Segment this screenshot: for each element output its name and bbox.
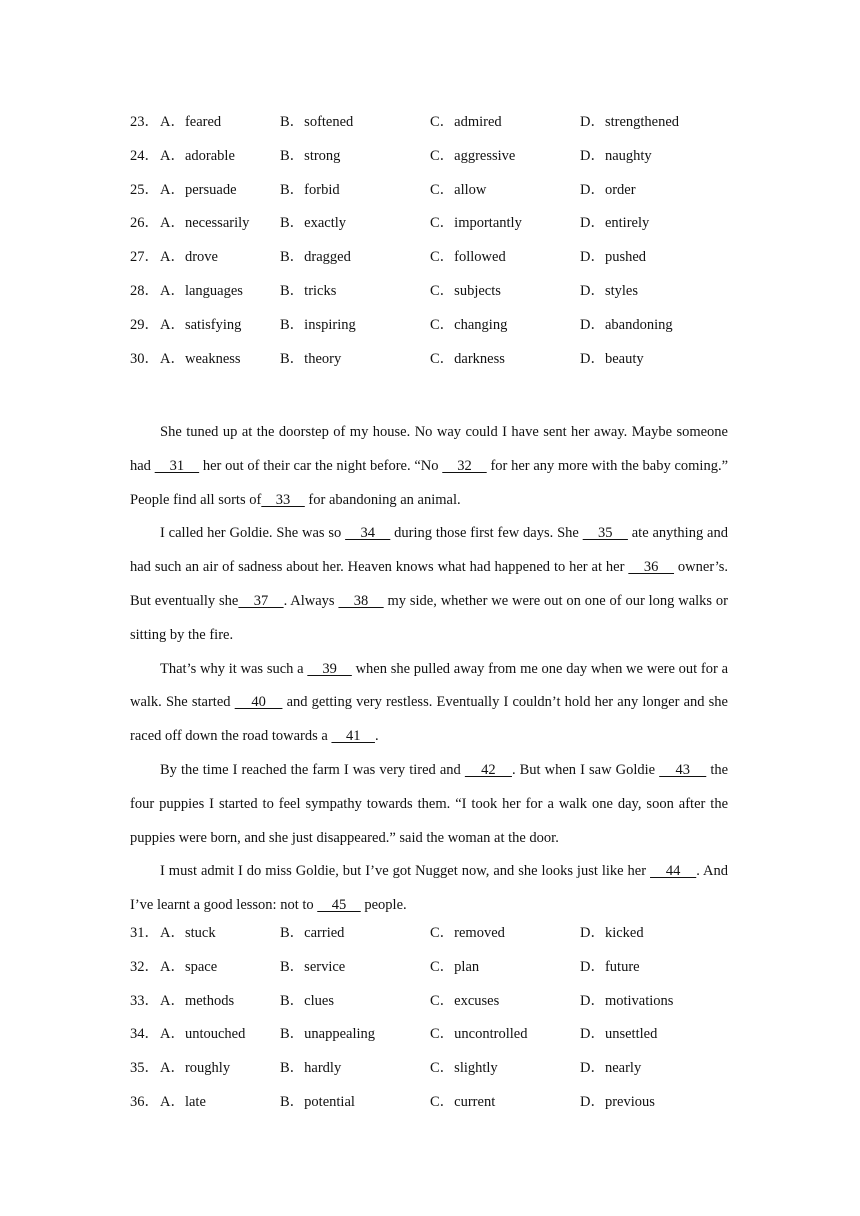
option-d: D．nearly [580,1060,642,1077]
option-b: B．strong [280,147,341,164]
option-c: C．importantly [430,215,522,232]
question-number: 28． [130,282,159,299]
passage-paragraph [130,754,728,855]
option-c: C．plan [430,958,480,975]
blank-39: 39 [307,660,352,677]
passage-text: She tuned up at the doorstep of my house. No way could I have sent her away. Maybe someone had [130,424,728,474]
option-b: B．hardly [280,1060,342,1077]
passage-text: That’s why it was such a [160,660,308,677]
option-c: C．allow [430,181,487,198]
option-c: C．uncontrolled [430,1026,528,1043]
option-d: D．entirely [580,215,650,232]
option-c: C．admired [430,114,502,130]
passage-text: owner’s. But eventually she [130,559,729,609]
option-d: D．abandoning [580,316,673,333]
question-number: 25． [130,181,159,198]
option-c: C．removed [430,925,505,941]
blank-42: 42 [464,761,512,778]
option-b: B．tricks [280,282,337,299]
option-b: B．clues [280,992,334,1009]
option-c: C．followed [430,249,506,266]
option-c: C．slightly [430,1060,498,1077]
option-b: B．theory [280,350,342,367]
passage-text: By the time I reached the farm I was very tired and [160,761,465,778]
passage-text: ate anything and had such an air of sadness about her. Heaven knows what had happened to her at her [130,525,728,576]
option-d: D．strengthened [580,114,680,130]
option-a: A．space [160,958,218,975]
passage-paragraph [130,855,728,923]
passage-text: . But when I saw Goldie [511,761,660,778]
passage-text: during those first few days. She [390,525,583,542]
option-a: A．persuade [160,181,237,198]
passage-text: . And I’ve learnt a good lesson: not to [130,863,729,914]
blank-31: 31 [154,457,200,474]
passage-text: . [374,728,379,745]
option-c: C．subjects [430,282,501,299]
option-a: A．weakness [160,350,241,367]
passage-text: when she pulled away from me one day when we were out for a walk. She started [130,660,729,711]
passage-text: the four puppies I started to feel sympathy towards them. “I took her for a walk one day, soon after the puppies were born, and she just disappeared.” said the woman at the door. [130,761,729,846]
question-number: 35． [130,1060,159,1077]
question-number: 36． [130,1093,159,1110]
option-b: B．exactly [280,215,347,232]
option-d: D．kicked [580,925,644,941]
option-d: D．motivations [580,992,674,1009]
option-d: D．previous [580,1093,655,1110]
option-d: D．order [580,181,636,198]
passage-paragraph [130,653,728,754]
passage-text: her out of their car the night before. “No [199,457,443,474]
passage-text: for her any more with the baby coming.” People find all sorts of [130,457,729,508]
blank-33: 33 [261,491,305,508]
option-a: A．drove [160,249,218,266]
question-number: 30． [130,350,159,367]
question-number: 24． [130,147,159,164]
option-a: A．languages [160,282,243,299]
option-a: A．satisfying [160,316,242,333]
question-number: 34． [130,1026,159,1043]
passage-text: for abandoning an animal. [304,491,461,508]
passage-paragraph [130,517,728,652]
question-number: 33． [130,992,159,1009]
option-d: D．future [580,958,640,975]
blank-36: 36 [628,559,675,576]
passage-text: people. [360,897,407,914]
option-b: B．potential [280,1093,355,1110]
option-c: C．changing [430,316,508,333]
option-a: A．methods [160,992,235,1009]
option-c: C．current [430,1093,496,1110]
question-number: 29． [130,316,159,333]
option-a: A．late [160,1093,206,1110]
question-number: 23． [130,114,159,130]
blank-37: 37 [238,592,284,609]
blank-32: 32 [442,457,487,474]
option-b: B．service [280,958,346,975]
passage-paragraph [130,416,728,517]
option-d: D．styles [580,282,638,299]
blank-40: 40 [234,694,283,711]
option-a: A．stuck [160,925,216,941]
option-b: B．inspiring [280,316,356,333]
cloze-passage [130,416,728,923]
passage-text: my side, whether we were out on one of our long walks or sitting by the fire. [130,592,728,643]
option-b: B．carried [280,925,345,941]
blank-34: 34 [345,525,391,542]
option-b: B．forbid [280,181,340,198]
passage-text: and getting very restless. Eventually I couldn’t hold her any longer and she raced off down the road towards a [130,694,728,745]
blank-41: 41 [331,728,375,745]
option-a: A．necessarily [160,215,250,232]
option-b: B．dragged [280,249,351,266]
question-number: 31． [130,925,159,941]
option-d: D．unsettled [580,1026,658,1043]
blank-45: 45 [317,897,361,914]
passage-text: I called her Goldie. She was so [160,525,346,542]
blank-44: 44 [650,863,697,880]
option-b: B．unappealing [280,1026,376,1043]
blank-38: 38 [338,592,384,609]
option-c: C．aggressive [430,147,516,164]
option-a: A．adorable [160,147,235,164]
option-d: D．naughty [580,147,652,164]
question-number: 26． [130,215,159,232]
option-c: C．darkness [430,350,505,367]
blank-43: 43 [659,761,707,778]
option-d: D．pushed [580,249,647,266]
option-d: D．beauty [580,350,644,367]
option-c: C．excuses [430,992,500,1009]
question-number: 32． [130,958,159,975]
question-number: 27． [130,249,159,266]
option-a: A．roughly [160,1060,231,1077]
blank-35: 35 [582,525,628,542]
option-b: B．softened [280,114,354,130]
option-a: A．untouched [160,1026,246,1043]
passage-text: . Always [283,592,339,609]
option-a: A．feared [160,114,222,130]
passage-text: I must admit I do miss Goldie, but I’ve got Nugget now, and she looks just like her [160,863,651,880]
